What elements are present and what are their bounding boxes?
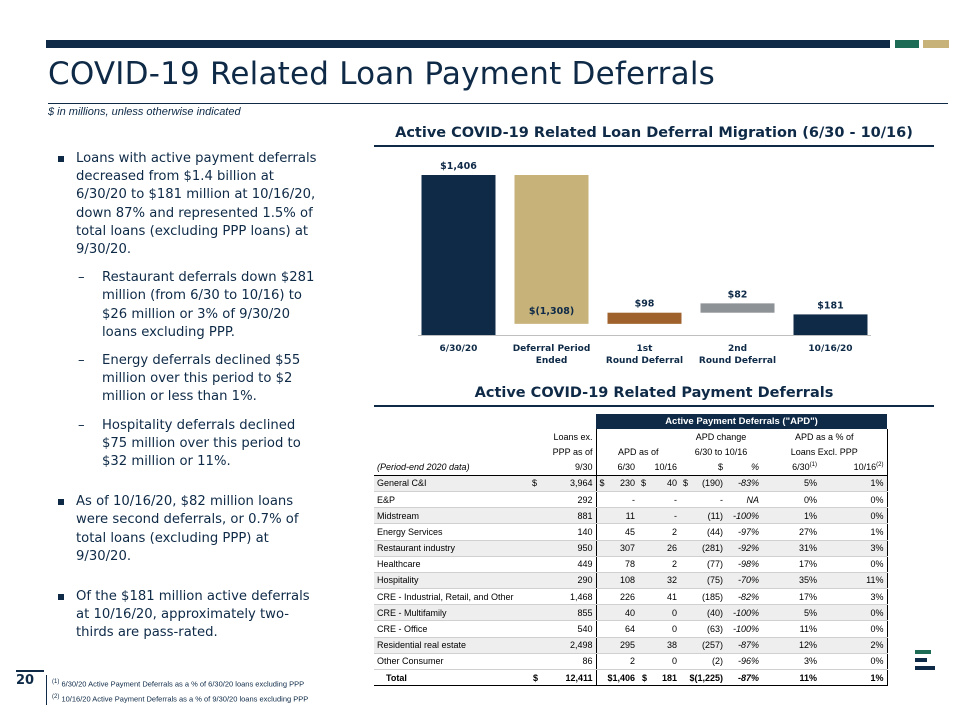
chart-data-label: $82 <box>727 289 748 301</box>
currency-sign <box>680 637 692 653</box>
currency-sign: $ <box>529 670 541 686</box>
cell-loans: 449 <box>541 556 596 572</box>
chart-title-divider <box>374 145 934 147</box>
cell-apd-630: 64 <box>608 621 638 637</box>
cell-apd-630: 40 <box>608 605 638 621</box>
cell-loans: 292 <box>541 491 596 507</box>
cell-apd-1016: 2 <box>650 556 680 572</box>
row-label: General C&I <box>374 475 529 491</box>
cell-pct-630: 17% <box>762 556 820 572</box>
total-pct-630: 11% <box>762 670 820 686</box>
cell-apd-1016: 41 <box>650 589 680 605</box>
chart-bar <box>794 314 868 335</box>
currency-sign <box>596 491 608 507</box>
header-change-period: 6/30 to 10/16 <box>694 446 748 457</box>
currency-sign <box>680 540 692 556</box>
cell-loans: 140 <box>541 524 596 540</box>
footnote-2: $^{(2)}$ 10/16/20 Active Payment Deferrals as a % of 9/30/20 loans excluding PPP <box>52 693 309 703</box>
cell-pct-1016: 2% <box>820 637 887 653</box>
bullet-item: Of the $181 million active deferrals at 10/16/20, approximately two-thirds are pass-rated. <box>56 588 318 643</box>
period-label: (Period-end 2020 data) <box>374 460 529 476</box>
cell-apd-630: 78 <box>608 556 638 572</box>
cell-pct-630: 12% <box>762 637 820 653</box>
currency-sign <box>529 589 541 605</box>
row-label: Midstream <box>374 508 529 524</box>
currency-sign <box>529 556 541 572</box>
currency-sign <box>529 491 541 507</box>
footnote-1: $^{(1)}$ 6/30/20 Active Payment Deferrals as a % of 6/30/20 loans excluding PPP <box>52 679 305 689</box>
cell-change: (40) <box>692 605 726 621</box>
cell-change: (185) <box>692 589 726 605</box>
table-row <box>374 589 887 605</box>
currency-sign: $ <box>529 475 541 491</box>
cell-pct-630: 17% <box>762 589 820 605</box>
chart-category-label: Ended <box>535 356 568 366</box>
cell-loans: 86 <box>541 653 596 669</box>
currency-sign <box>596 637 608 653</box>
page-title: COVID-19 Related Loan Payment Deferrals <box>48 56 715 92</box>
table-row <box>374 637 887 653</box>
currency-sign <box>596 621 608 637</box>
row-label: Other Consumer <box>374 653 529 669</box>
page-number-rule <box>16 670 44 672</box>
currency-sign <box>529 524 541 540</box>
row-label: CRE - Industrial, Retail, and Other <box>374 589 529 605</box>
top-accent-bar-green <box>895 40 919 48</box>
table-group-header-row <box>374 414 887 429</box>
chart-bar <box>422 175 496 335</box>
cell-loans: 3,964 <box>541 475 596 491</box>
currency-sign <box>596 508 608 524</box>
cell-pct-1016: 0% <box>820 653 887 669</box>
group-header: Active Payment Deferrals ("APD") <box>596 414 887 429</box>
cell-loans: 2,498 <box>541 637 596 653</box>
company-logo-icon <box>915 648 935 672</box>
title-divider <box>48 103 948 104</box>
total-change-pct: -87% <box>726 670 762 686</box>
cell-change-pct: NA <box>726 491 762 507</box>
cell-pct-630: 35% <box>762 572 820 588</box>
table-row <box>374 524 887 540</box>
page-subtitle: $ in millions, unless otherwise indicated <box>48 106 241 118</box>
bullet-item: Loans with active payment deferrals decreased from $1.4 billion at 6/30/20 to $181 million at 10/16/20, down 87% and represented 1.5% of total loans (excluding PPP loans) at 9/30/20. <box>56 150 318 259</box>
currency-sign <box>529 605 541 621</box>
currency-sign <box>680 605 692 621</box>
col-apd-630: 6/30 <box>596 460 638 476</box>
row-label: Energy Services <box>374 524 529 540</box>
chart-category-label: Round Deferral <box>698 356 777 366</box>
currency-sign <box>680 621 692 637</box>
currency-sign: $ <box>638 475 650 491</box>
total-apd-630: $1,406 <box>596 670 638 686</box>
cell-apd-1016: 2 <box>650 524 680 540</box>
row-label: CRE - Office <box>374 621 529 637</box>
currency-sign <box>529 508 541 524</box>
footnotes <box>52 676 308 705</box>
currency-sign <box>680 572 692 588</box>
currency-sign <box>529 653 541 669</box>
currency-sign: $ <box>638 670 650 686</box>
col-loans-930: 9/30 <box>529 460 596 476</box>
cell-change-pct: -100% <box>726 605 762 621</box>
top-accent-bar-gold <box>923 40 949 48</box>
cell-pct-1016: 0% <box>820 491 887 507</box>
cell-change-pct: -98% <box>726 556 762 572</box>
currency-sign <box>638 524 650 540</box>
chart-bar <box>701 303 775 312</box>
col-change-pct: % <box>726 460 762 476</box>
top-accent-bar-navy <box>46 40 890 48</box>
cell-loans: 540 <box>541 621 596 637</box>
currency-sign <box>680 508 692 524</box>
table-row <box>374 605 887 621</box>
sub-bullet-item: – Hospitality deferrals declined $75 million over this period to $32 million or 11%. <box>56 417 318 472</box>
cell-change-pct: -96% <box>726 653 762 669</box>
cell-pct-630: 0% <box>762 491 820 507</box>
total-apd-1016: 181 <box>650 670 680 686</box>
cell-pct-630: 3% <box>762 653 820 669</box>
table-row <box>374 572 887 588</box>
currency-sign <box>596 653 608 669</box>
chart-data-label: $1,406 <box>440 161 477 172</box>
cell-loans: 1,468 <box>541 589 596 605</box>
cell-change: (75) <box>692 572 726 588</box>
col-change-dollar: $ <box>680 460 726 476</box>
chart-category-label: Round Deferral <box>605 356 684 366</box>
total-loans: 12,411 <box>541 670 596 686</box>
cell-pct-1016: 11% <box>820 572 887 588</box>
header-loans-ppp: PPP as of <box>552 446 593 457</box>
cell-pct-1016: 3% <box>820 540 887 556</box>
cell-pct-630: 1% <box>762 508 820 524</box>
chart-title: Active COVID-19 Related Loan Deferral Migration (6/30 - 10/16) <box>395 125 913 141</box>
header-loans: Loans ex. <box>553 431 593 442</box>
cell-change-pct: -92% <box>726 540 762 556</box>
cell-apd-630: 295 <box>608 637 638 653</box>
cell-pct-630: 27% <box>762 524 820 540</box>
table-row <box>374 556 887 572</box>
cell-change: (44) <box>692 524 726 540</box>
cell-change-pct: -83% <box>726 475 762 491</box>
cell-apd-630: 226 <box>608 589 638 605</box>
header-pct-of: APD as a % of <box>762 429 887 444</box>
currency-sign <box>638 491 650 507</box>
cell-pct-1016: 0% <box>820 621 887 637</box>
cell-change: (190) <box>692 475 726 491</box>
table-period-row <box>374 460 887 476</box>
cell-change: (2) <box>692 653 726 669</box>
cell-loans: 290 <box>541 572 596 588</box>
cell-pct-1016: 1% <box>820 524 887 540</box>
table-row <box>374 508 887 524</box>
currency-sign <box>638 508 650 524</box>
cell-change-pct: -100% <box>726 621 762 637</box>
col-pct-630: 6/30$^{(1)}$ <box>762 460 820 476</box>
currency-sign <box>680 491 692 507</box>
total-pct-1016: 1% <box>820 670 887 686</box>
col-pct-1016: 10/16$^{(2)}$ <box>820 460 887 476</box>
cell-apd-630: 2 <box>608 653 638 669</box>
cell-apd-630: - <box>608 491 638 507</box>
cell-apd-1016: 26 <box>650 540 680 556</box>
cell-change-pct: -82% <box>726 589 762 605</box>
chart-category-label: 2nd <box>727 344 748 354</box>
currency-sign <box>638 556 650 572</box>
cell-pct-630: 31% <box>762 540 820 556</box>
footnote-divider <box>46 675 47 705</box>
sub-bullet-item: – Energy deferrals declined $55 million over this period to $2 million or less than 1%. <box>56 352 318 407</box>
cell-change-pct: -97% <box>726 524 762 540</box>
cell-change: (281) <box>692 540 726 556</box>
currency-sign <box>638 605 650 621</box>
currency-sign <box>596 524 608 540</box>
header-apd-as-of: APD as of <box>596 444 680 459</box>
cell-loans: 950 <box>541 540 596 556</box>
table-title-divider <box>374 405 934 407</box>
chart-data-label: $181 <box>817 300 844 312</box>
currency-sign <box>680 653 692 669</box>
chart-category-label: 1st <box>636 344 653 354</box>
cell-apd-630: 11 <box>608 508 638 524</box>
row-label: Residential real estate <box>374 637 529 653</box>
page-number: 20 <box>16 673 35 688</box>
cell-change-pct: -87% <box>726 637 762 653</box>
bullet-list <box>56 150 318 653</box>
currency-sign <box>680 524 692 540</box>
total-label: Total <box>374 670 529 686</box>
currency-sign: $ <box>680 475 692 491</box>
cell-change: - <box>692 491 726 507</box>
deferrals-table <box>374 414 888 686</box>
table-row <box>374 621 887 637</box>
cell-apd-630: 307 <box>608 540 638 556</box>
currency-sign <box>596 605 608 621</box>
cell-change: (11) <box>692 508 726 524</box>
chart-category-label: 6/30/20 <box>439 344 478 354</box>
cell-loans: 855 <box>541 605 596 621</box>
table-row <box>374 491 887 507</box>
currency-sign <box>680 589 692 605</box>
row-label: E&P <box>374 491 529 507</box>
cell-pct-630: 5% <box>762 605 820 621</box>
sub-bullet-item: – Restaurant deferrals down $281 million (from 6/30 to 10/16) to $26 million or 3% of 9/30/20 loans excluding PPP. <box>56 269 318 342</box>
cell-apd-1016: 38 <box>650 637 680 653</box>
cell-apd-630: 108 <box>608 572 638 588</box>
waterfall-chart <box>400 150 910 370</box>
currency-sign <box>596 556 608 572</box>
table-row <box>374 653 887 669</box>
total-change: $(1,225) <box>680 670 726 686</box>
chart-data-label: $98 <box>634 298 655 310</box>
chart-data-label: $(1,308) <box>528 305 575 317</box>
chart-bar <box>608 313 682 324</box>
currency-sign <box>638 589 650 605</box>
cell-apd-1016: 40 <box>650 475 680 491</box>
currency-sign <box>529 637 541 653</box>
cell-pct-1016: 0% <box>820 508 887 524</box>
cell-change-pct: -100% <box>726 508 762 524</box>
row-label: Healthcare <box>374 556 529 572</box>
currency-sign <box>638 572 650 588</box>
cell-apd-1016: 0 <box>650 605 680 621</box>
row-label: Hospitality <box>374 572 529 588</box>
currency-sign <box>638 637 650 653</box>
table-header-row <box>374 444 887 459</box>
cell-apd-630: 45 <box>608 524 638 540</box>
cell-apd-1016: - <box>650 508 680 524</box>
cell-loans: 881 <box>541 508 596 524</box>
cell-apd-1016: 0 <box>650 621 680 637</box>
currency-sign <box>529 540 541 556</box>
currency-sign <box>638 621 650 637</box>
cell-apd-1016: 32 <box>650 572 680 588</box>
cell-pct-630: 11% <box>762 621 820 637</box>
cell-change: (257) <box>692 637 726 653</box>
currency-sign <box>680 556 692 572</box>
row-label: CRE - Multifamily <box>374 605 529 621</box>
table-row <box>374 540 887 556</box>
header-loans-excl-ppp: Loans Excl. PPP <box>762 444 887 459</box>
table-row <box>374 475 887 491</box>
currency-sign <box>638 540 650 556</box>
chart-category-label: 10/16/20 <box>808 344 853 354</box>
cell-pct-1016: 1% <box>820 475 887 491</box>
currency-sign <box>529 572 541 588</box>
cell-pct-1016: 0% <box>820 605 887 621</box>
cell-change: (77) <box>692 556 726 572</box>
cell-change-pct: -70% <box>726 572 762 588</box>
currency-sign <box>529 621 541 637</box>
chart-category-label: Deferral Period <box>512 344 591 354</box>
currency-sign <box>596 589 608 605</box>
table-total-row <box>374 670 887 686</box>
table-header-row <box>374 429 887 444</box>
currency-sign <box>638 653 650 669</box>
header-change: APD change <box>695 431 747 442</box>
cell-pct-1016: 0% <box>820 556 887 572</box>
cell-pct-630: 5% <box>762 475 820 491</box>
chart-bar <box>515 175 589 324</box>
cell-apd-1016: 0 <box>650 653 680 669</box>
row-label: Restaurant industry <box>374 540 529 556</box>
currency-sign <box>596 540 608 556</box>
col-apd-1016: 10/16 <box>638 460 680 476</box>
table-title: Active COVID-19 Related Payment Deferrals <box>474 385 834 401</box>
cell-apd-1016: - <box>650 491 680 507</box>
cell-apd-630: 230 <box>608 475 638 491</box>
bullet-item: As of 10/16/20, $82 million loans were second deferrals, or 0.7% of total loans (excluding PPP) at 9/30/20. <box>56 493 318 566</box>
currency-sign <box>596 572 608 588</box>
cell-change: (63) <box>692 621 726 637</box>
cell-pct-1016: 3% <box>820 589 887 605</box>
currency-sign: $ <box>596 475 608 491</box>
